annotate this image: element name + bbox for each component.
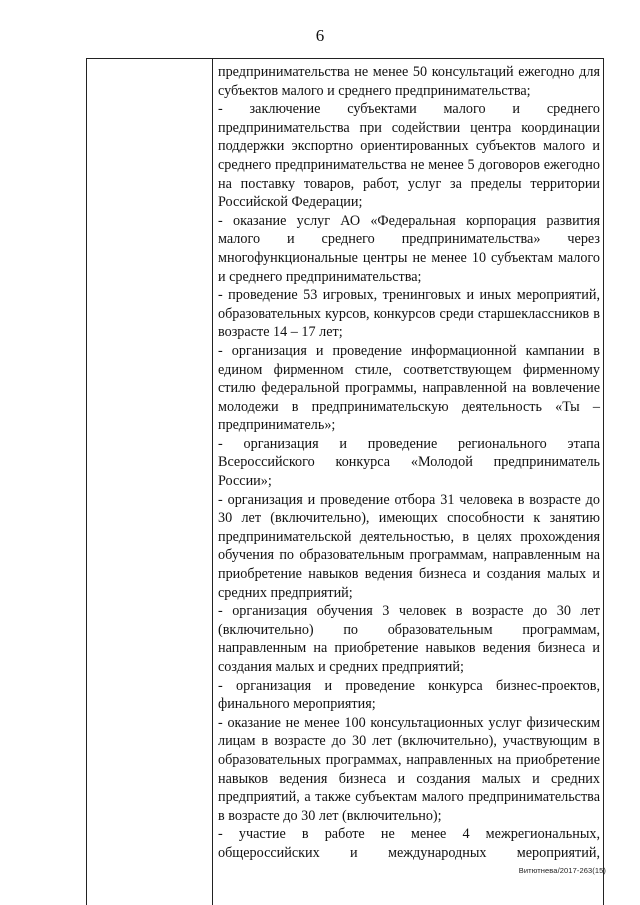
list-item: - организация и проведение конкурса бизнес-проектов, финального мероприятия; bbox=[218, 677, 600, 713]
list-item: - организация и проведение регионального этапа Всероссийского конкурса «Молодой предприниматель России»; bbox=[218, 435, 600, 490]
list-item: - оказание не менее 100 консультационных услуг физическим лицам в возрасте до 30 лет (включительно), участвующим в образовательных программах, направленных на приобретение навыков ведения бизнеса и создания малых и средних предприятий, а также субъектам малого предпринимательства в возрасте до 30 лет (включительно); bbox=[218, 714, 600, 824]
list-item: - организация и проведение информационной кампании в едином фирменном стиле, соответствующем фирменному стилю федеральной программы, направленной на вовлечение молодежи в предпринимательскую деятельность «Ты – предприниматель»; bbox=[218, 342, 600, 434]
document-table bbox=[86, 58, 604, 905]
list-item: предпринимательства не менее 50 консультаций ежегодно для субъектов малого и среднего предпринимательства; bbox=[218, 64, 600, 99]
measures-cell bbox=[218, 63, 600, 863]
list-item: - проведение 53 игровых, тренинговых и иных мероприятий, образовательных курсов, конкурсов среди старшеклассников в возрасте 14 – 17 лет; bbox=[218, 287, 600, 341]
column-divider bbox=[212, 59, 213, 905]
list-item: - участие в работе не менее 4 межрегиональных, общероссийских и международных мероприятий, bbox=[218, 826, 600, 861]
list-item: - организация обучения 3 человек в возрасте до 30 лет (включительно) по образовательным программам, направленным на приобретение навыков ведения бизнеса и создания малых и средних предприятий; bbox=[218, 603, 600, 675]
document-stamp: Витютнева/2017-263(15) bbox=[518, 866, 606, 875]
list-item: - организация и проведение отбора 31 человека в возрасте до 30 лет (включительно), имеющих способности к занятию предпринимательской деятельностью, в целях прохождения обучения по образовательным программам, направленным на приобретение навыков ведения бизнеса и создания малых и средних предприятий; bbox=[218, 491, 600, 601]
list-item: - заключение субъектами малого и среднего предпринимательства при содействии центра координации поддержки экспортно ориентированных субъектов малого и среднего предпринимательства не менее 5 договоров ежегодно на поставку товаров, работ, услуг за пределы территории Российской Федерации; bbox=[218, 101, 600, 211]
page-number: 6 bbox=[315, 26, 325, 45]
list-item: - оказание услуг АО «Федеральная корпорация развития малого и среднего предпринимательства» через многофункциональные центры не менее 10 субъектам малого и среднего предпринимательства; bbox=[218, 212, 600, 285]
